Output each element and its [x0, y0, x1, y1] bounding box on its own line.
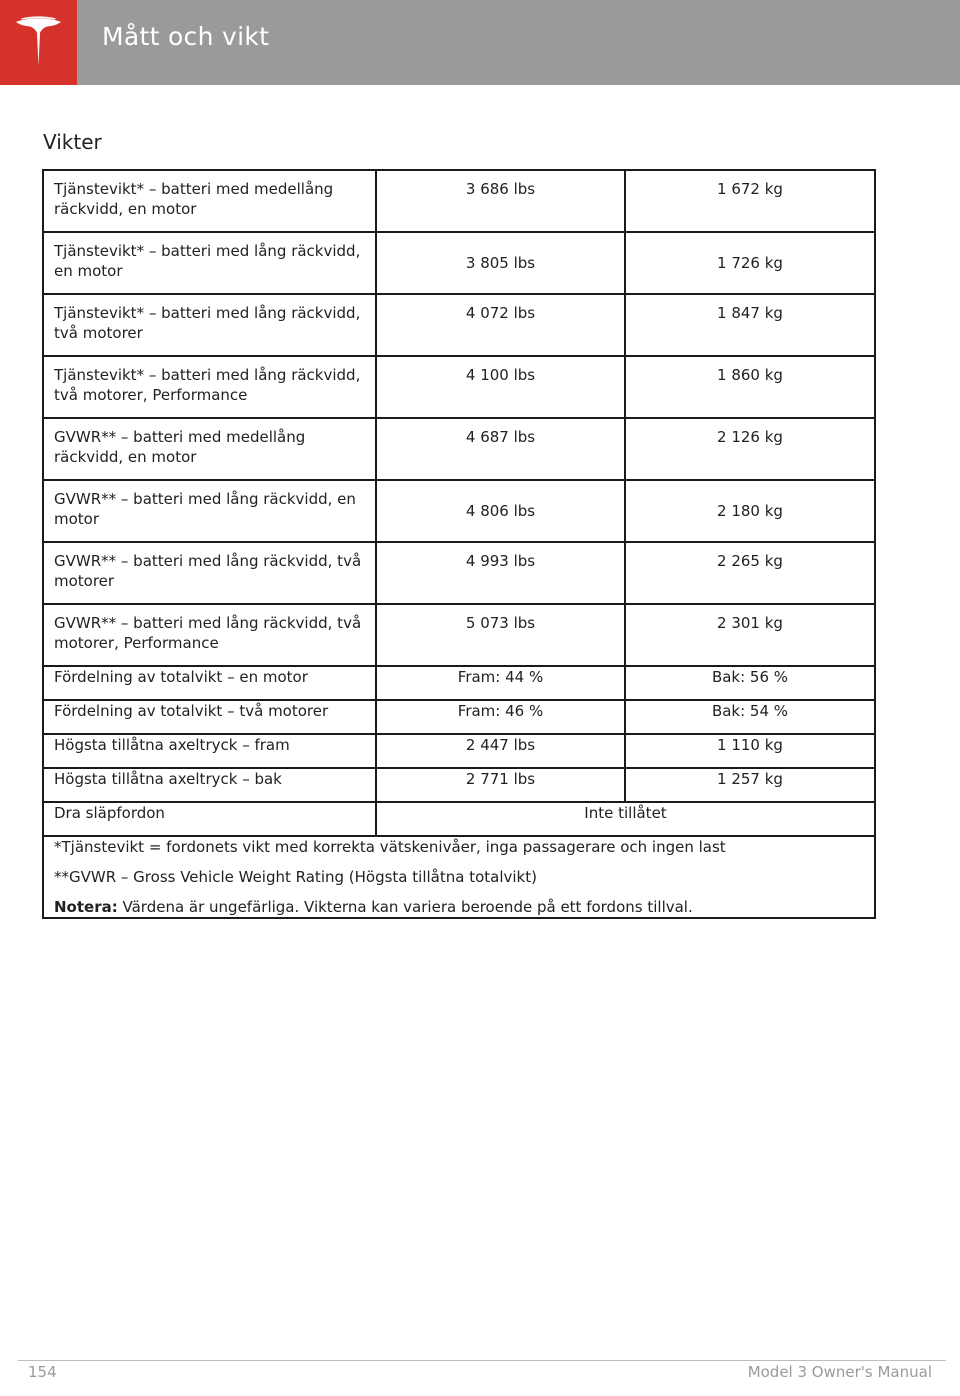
row-label: GVWR** – batteri med medellång räckvidd, en motor: [43, 418, 376, 480]
row-label: Tjänstevikt* – batteri med lång räckvidd, två motorer, Performance: [43, 356, 376, 418]
section-title: Vikter: [43, 130, 102, 154]
note-text: Värdena är ungefärliga. Vikterna kan variera beroende på ett fordons tillval.: [117, 898, 693, 916]
table-row: [43, 604, 875, 666]
page-number: 154: [28, 1363, 57, 1381]
tesla-logo-icon: [14, 16, 63, 68]
table-row: [43, 734, 875, 768]
table-row: [43, 170, 875, 232]
weights-table: [42, 169, 876, 919]
value-lbs: 2 447 lbs: [376, 734, 625, 768]
value-kg: 1 860 kg: [625, 356, 875, 418]
table-row: [43, 542, 875, 604]
row-label: Högsta tillåtna axeltryck – bak: [43, 768, 376, 802]
page-header: [0, 0, 960, 85]
table-notes-row: [43, 836, 875, 918]
value-lbs: 4 100 lbs: [376, 356, 625, 418]
manual-name: Model 3 Owner's Manual: [747, 1363, 932, 1381]
row-label: Tjänstevikt* – batteri med lång räckvidd, en motor: [43, 232, 376, 294]
footnote-curb-weight: *Tjänstevikt = fordonets vikt med korrekta vätskenivåer, inga passagerare och ingen last: [54, 838, 726, 856]
row-label: Fördelning av totalvikt – en motor: [43, 666, 376, 700]
table-row-towing: [43, 802, 875, 836]
value-lbs: 3 686 lbs: [376, 170, 625, 232]
table-row: [43, 356, 875, 418]
row-label: Tjänstevikt* – batteri med lång räckvidd, två motorer: [43, 294, 376, 356]
value-kg: 1 110 kg: [625, 734, 875, 768]
value-front: Fram: 44 %: [376, 666, 625, 700]
note-paragraph: [54, 897, 864, 917]
value-rear: Bak: 56 %: [625, 666, 875, 700]
value-lbs: 5 073 lbs: [376, 604, 625, 666]
value-front: Fram: 46 %: [376, 700, 625, 734]
value-lbs: 4 072 lbs: [376, 294, 625, 356]
value-kg: 1 726 kg: [625, 232, 875, 294]
value-kg: 1 257 kg: [625, 768, 875, 802]
notes-cell: [43, 836, 875, 918]
value-lbs: 4 993 lbs: [376, 542, 625, 604]
footnote-gvwr: **GVWR – Gross Vehicle Weight Rating (Högsta tillåtna totalvikt): [54, 868, 537, 886]
table-row: [43, 768, 875, 802]
table-row: [43, 418, 875, 480]
value-rear: Bak: 54 %: [625, 700, 875, 734]
table-row: [43, 480, 875, 542]
value-kg: 2 265 kg: [625, 542, 875, 604]
table-row: [43, 232, 875, 294]
page-title: Mått och vikt: [102, 22, 270, 51]
value-lbs: 4 806 lbs: [376, 480, 625, 542]
note-label: Notera:: [54, 898, 118, 916]
row-label: Fördelning av totalvikt – två motorer: [43, 700, 376, 734]
value-kg: 1 847 kg: [625, 294, 875, 356]
table-row: [43, 294, 875, 356]
value-lbs: 4 687 lbs: [376, 418, 625, 480]
row-label: Dra släpfordon: [43, 802, 376, 836]
row-label: GVWR** – batteri med lång räckvidd, två motorer: [43, 542, 376, 604]
value-kg: 2 180 kg: [625, 480, 875, 542]
value-kg: 2 301 kg: [625, 604, 875, 666]
value-kg: 2 126 kg: [625, 418, 875, 480]
row-label: GVWR** – batteri med lång räckvidd, en motor: [43, 480, 376, 542]
row-label: Tjänstevikt* – batteri med medellång räckvidd, en motor: [43, 170, 376, 232]
footer-divider: [18, 1360, 946, 1361]
row-label: Högsta tillåtna axeltryck – fram: [43, 734, 376, 768]
value-lbs: 3 805 lbs: [376, 232, 625, 294]
value-kg: 1 672 kg: [625, 170, 875, 232]
table-row: [43, 666, 875, 700]
value-lbs: 2 771 lbs: [376, 768, 625, 802]
row-label: GVWR** – batteri med lång räckvidd, två motorer, Performance: [43, 604, 376, 666]
towing-value: Inte tillåtet: [376, 802, 875, 836]
logo-box: [0, 0, 77, 85]
table-row: [43, 700, 875, 734]
